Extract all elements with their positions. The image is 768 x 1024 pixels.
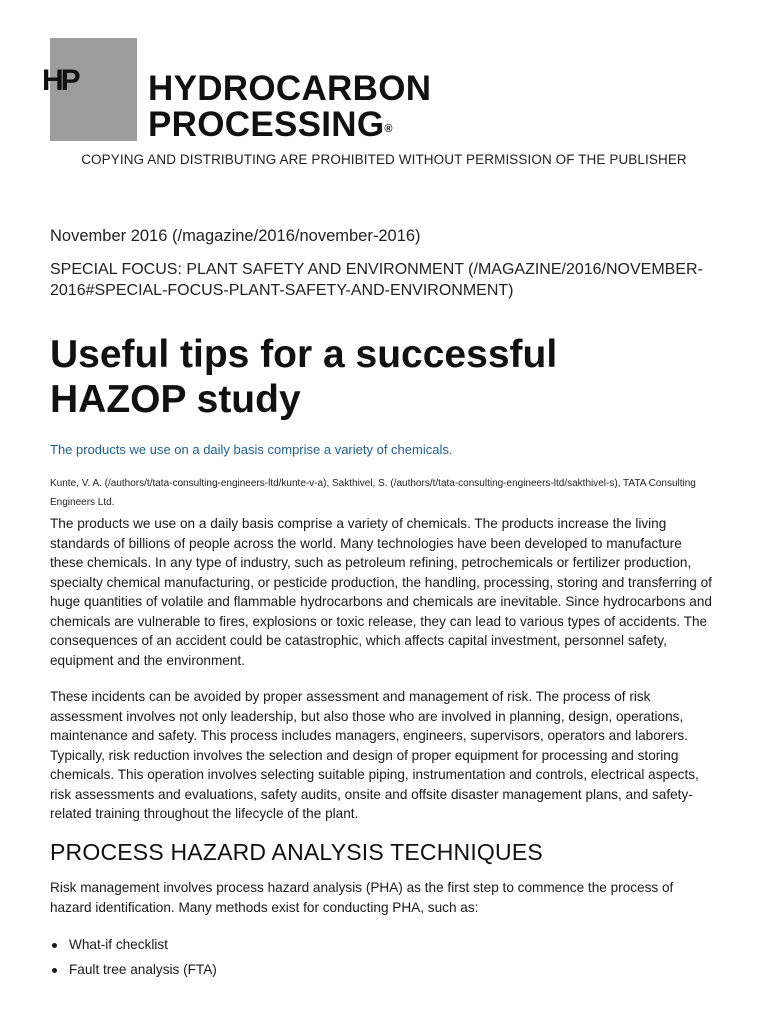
copyright-notice: COPYING AND DISTRIBUTING ARE PROHIBITED WITHOUT PERMISSION OF THE PUBLISHER <box>81 152 687 167</box>
section-intro: Risk management involves process hazard analysis (PHA) as the first step to commence the process of hazard identification. Many methods exist for conducting PHA, such as: <box>50 880 674 915</box>
article-authors[interactable]: Kunte, V. A. (/authors/t/tata-consulting-engineers-ltd/kunte-v-a), Sakthivel, S. (/authors/t/tata-consulting-engineers-ltd/sakthivel-s), TATA Consulting Engineers Ltd. <box>50 478 696 508</box>
bullet-icon <box>52 968 57 973</box>
article-title: Useful tips for a successful HAZOP study <box>50 333 558 421</box>
brand-logo-title <box>148 71 431 143</box>
article-dek: The products we use on a daily basis comprise a variety of chemicals. <box>50 442 453 457</box>
registered-mark: ® <box>384 123 393 135</box>
brand-name-line2 <box>148 107 431 143</box>
list-item-text: Fault tree analysis (FTA) <box>69 961 217 977</box>
list-item <box>50 958 217 983</box>
issue-link[interactable]: November 2016 (/magazine/2016/november-2016) <box>50 227 421 245</box>
list-item-text: What-if checklist <box>69 937 168 952</box>
list-item <box>50 933 217 958</box>
bullet-icon <box>52 943 57 948</box>
pha-methods-list <box>50 933 217 982</box>
section-heading: PROCESS HAZARD ANALYSIS TECHNIQUES <box>50 839 543 865</box>
special-focus-link[interactable]: SPECIAL FOCUS: PLANT SAFETY AND ENVIRONMENT (/MAGAZINE/2016/NOVEMBER-2016#SPECIAL-FOCUS-PLANT-SAFETY-AND-ENVIRONMENT) <box>50 261 703 299</box>
brand-name-line2-text: PROCESSING <box>148 105 385 144</box>
brand-name-line1: HYDROCARBON <box>148 69 432 108</box>
paragraph-1: The products we use on a daily basis comprise a variety of chemicals. The products increase the living standards of billions of people across the world. Many technologies have been developed to manufacture these chemicals. In any type of industry, such as petroleum refining, petrochemicals or fertilizer production, specialty chemical manufacturing, or pesticide production, the handling, processing, storing and transferring of huge quantities of volatile and flammable hydrocarbons and chemicals are inevitable. Since hydrocarbons and chemicals are vulnerable to fires, explosions or toxic release, they can lead to various types of accidents. The consequences of an accident could be catastrophic, which affects capital investment, personnel safety, equipment and the environment. <box>50 516 712 668</box>
paragraph-2: These incidents can be avoided by proper assessment and management of risk. The process of risk assessment involves not only leadership, but also those who are involved in planning, design, operations, maintenance and safety. This process includes managers, engineers, supervisors, operators and laborers. Typically, risk reduction involves the selection and design of proper equipment for processing and storing chemicals. This operation involves selecting suitable piping, instrumentation and controls, electrical aspects, risk assessments and evaluations, safety audits, onsite and offsite disaster management plans, and safety-related training throughout the lifecycle of the plant. <box>50 689 699 821</box>
brand-logo-mark: HP <box>42 64 78 97</box>
